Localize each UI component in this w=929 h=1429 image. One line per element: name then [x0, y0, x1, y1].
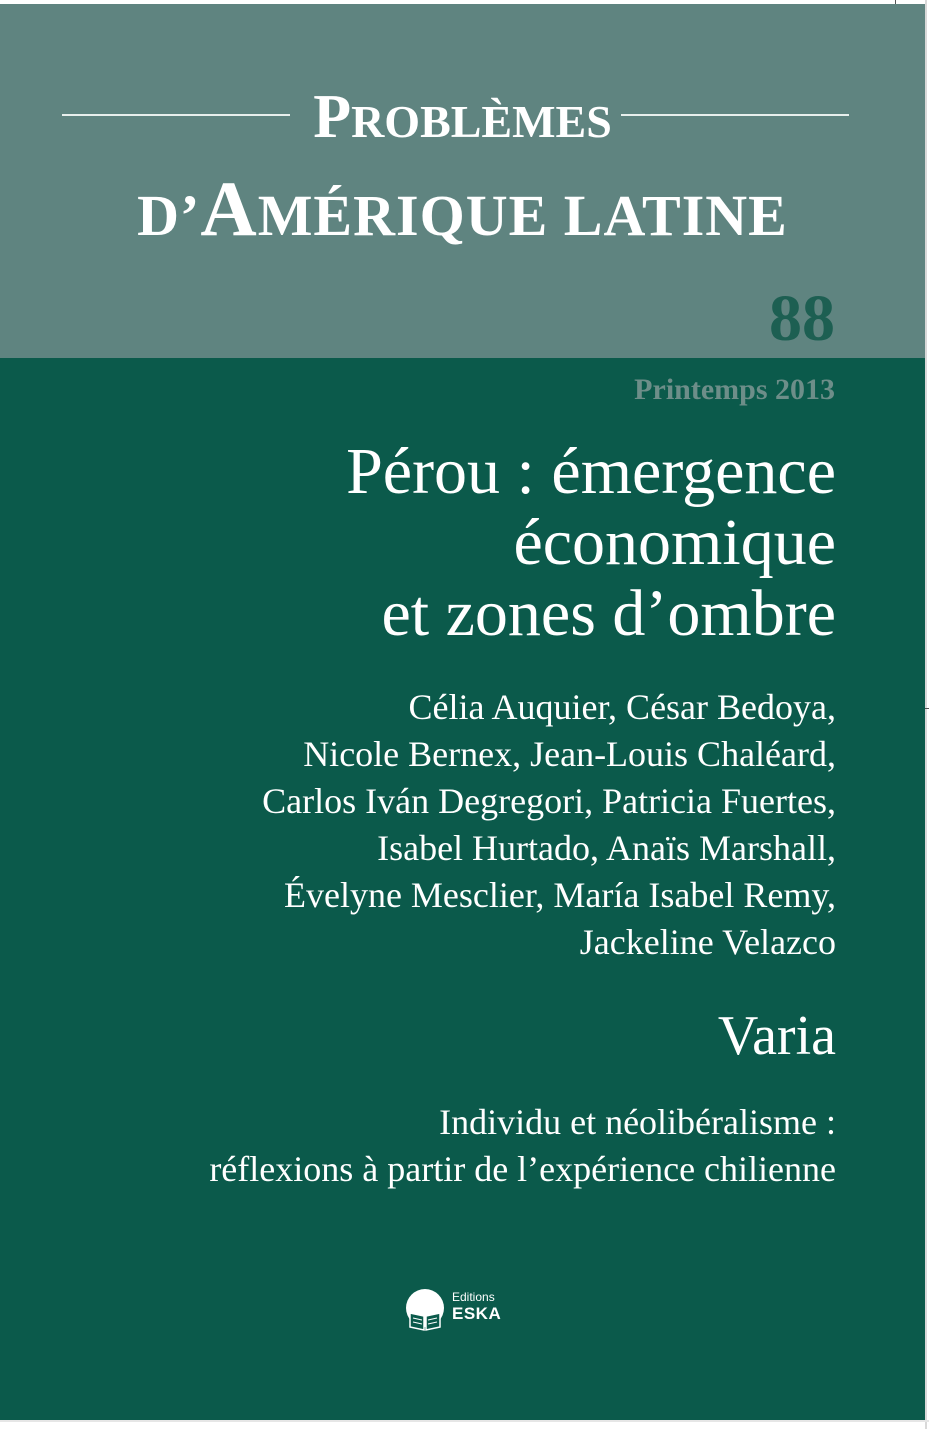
issue-number: 88 [769, 282, 835, 355]
page-edge-bottom [0, 1420, 929, 1422]
article-title-line: Individu et néolibéralisme : [439, 1102, 836, 1142]
issue-season: Printemps 2013 [634, 373, 835, 406]
open-book-icon [404, 1287, 446, 1335]
publisher-name: ESKA [452, 1304, 502, 1323]
journal-title-line1: PROBLÈMES [313, 83, 612, 151]
page-edge-right [925, 0, 927, 1429]
title-band [0, 4, 925, 358]
author-line: Carlos Iván Degregori, Patricia Fuertes, [262, 781, 836, 821]
book-cover [0, 4, 925, 1420]
varia-heading: Varia [717, 1005, 836, 1067]
journal-title-line2: D’AMÉRIQUE LATINE [137, 165, 788, 252]
crop-mark-right [925, 708, 929, 709]
dossier-title [76, 436, 836, 649]
author-list [56, 684, 836, 966]
author-line: Célia Auquier, César Bedoya, [408, 687, 836, 727]
author-line: Isabel Hurtado, Anaïs Marshall, [377, 828, 836, 868]
publisher-label: Editions [452, 1290, 495, 1304]
dossier-title-line: Pérou : émergence [346, 435, 836, 508]
author-line: Jackeline Velazco [579, 922, 836, 962]
article-title-line: réflexions à partir de l’expérience chilienne [209, 1149, 836, 1189]
author-line: Évelyne Mesclier, María Isabel Remy, [283, 875, 836, 915]
dossier-title-line: et zones d’ombre [381, 577, 836, 650]
author-line: Nicole Bernex, Jean-Louis Chaléard, [303, 734, 836, 774]
varia-article-title [36, 1099, 836, 1193]
publisher-logo [404, 1287, 544, 1337]
dossier-title-line: économique [513, 506, 836, 579]
